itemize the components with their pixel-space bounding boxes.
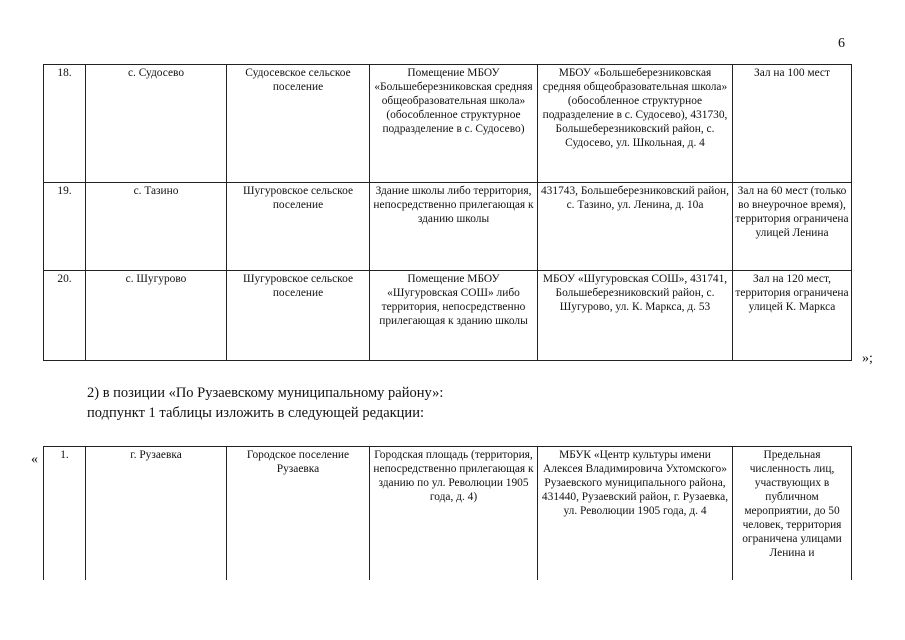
address-cell: МБУК «Центр культуры имени Алексея Владимировича Ухтомского» Рузаевского муниципального района, 431440, Рузаевский район, г. Рузаевка, ул. Революции 1905 года, д. 4 — [538, 447, 733, 581]
address-cell: МБОУ «Большеберезниковская средняя общеобразовательная школа» (обособленное структурное подразделение в с. Судосево), 431730, Большеберезниковский район, с. Судосево, ул. Школьная, д. 4 — [538, 65, 733, 183]
note-cell: Зал на 120 мест, территория ограничена улицей К. Маркса — [733, 271, 852, 361]
table-row — [44, 183, 852, 271]
ruzaevka-table — [43, 446, 852, 580]
settlement-cell: Шугуровское сельское поселение — [227, 271, 370, 361]
place-cell: г. Рузаевка — [86, 447, 227, 581]
note-cell: Предельная численность лиц, участвующих в публичном мероприятии, до 50 человек, территория ограничена улицами Ленина и — [733, 447, 852, 581]
table-row — [44, 447, 852, 581]
settlement-cell: Городское поселение Рузаевка — [227, 447, 370, 581]
amendment-paragraph: подпункт 1 таблицы изложить в следующей редакции: — [87, 405, 424, 421]
location-cell: Помещение МБОУ «Шугуровская СОШ» либо территория, непосредственно прилегающая к зданию школы — [370, 271, 538, 361]
row-number: 19. — [44, 183, 86, 271]
venues-table — [43, 64, 852, 361]
row-number: 1. — [44, 447, 86, 581]
row-number: 20. — [44, 271, 86, 361]
location-cell: Помещение МБОУ «Большеберезниковская средняя общеобразовательная школа» (обособленное структурное подразделение в с. Судосево) — [370, 65, 538, 183]
table-row — [44, 271, 852, 361]
row-number: 18. — [44, 65, 86, 183]
opening-quote: « — [31, 452, 38, 467]
place-cell: с. Судосево — [86, 65, 227, 183]
place-cell: с. Тазино — [86, 183, 227, 271]
settlement-cell: Шугуровское сельское поселение — [227, 183, 370, 271]
page-number: 6 — [838, 36, 845, 51]
place-cell: с. Шугурово — [86, 271, 227, 361]
closing-quote: »; — [862, 351, 873, 366]
table-row — [44, 65, 852, 183]
location-cell: Городская площадь (территория, непосредственно прилегающая к зданию по ул. Революции 1905 года, д. 4) — [370, 447, 538, 581]
amendment-paragraph: 2) в позиции «По Рузаевскому муниципальному району»: — [87, 385, 444, 401]
address-cell: МБОУ «Шугуровская СОШ», 431741, Большеберезниковский район, с. Шугурово, ул. К. Маркса, д. 53 — [538, 271, 733, 361]
note-cell: Зал на 60 мест (только во внеурочное время), территория ограничена улицей Ленина — [733, 183, 852, 271]
settlement-cell: Судосевское сельское поселение — [227, 65, 370, 183]
location-cell: Здание школы либо территория, непосредственно прилегающая к зданию школы — [370, 183, 538, 271]
address-cell: 431743, Большеберезниковский район, с. Тазино, ул. Ленина, д. 10а — [538, 183, 733, 271]
note-cell: Зал на 100 мест — [733, 65, 852, 183]
